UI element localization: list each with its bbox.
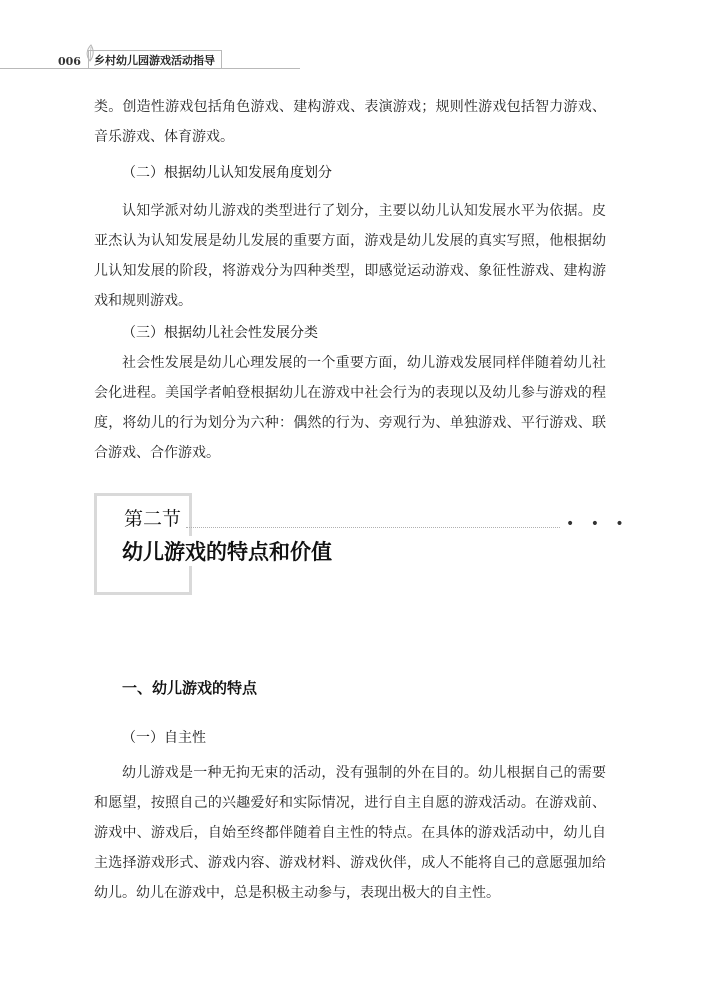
heading-cognitive-development: （二）根据幼儿认知发展角度划分 xyxy=(122,165,332,181)
paragraph-autonomy: 幼儿游戏是一种无拘无束的活动，没有强制的外在目的。幼儿根据自己的需要和愿望，按照自己的兴趣爱好和实际情况，进行自主自愿的游戏活动。在游戏前、游戏中、游戏后，自始至终都伴随着自主性的特点。在具体的游戏活动中，幼儿自主选择游戏形式、游戏内容、游戏材料、游戏伙伴，成人不能将自己的意愿强加给幼儿。幼儿在游戏中，总是积极主动参与，表现出极大的自主性。 xyxy=(94,765,606,901)
section-dotted-rule xyxy=(186,527,560,528)
paragraph-creative-games: 类。创造性游戏包括角色游戏、建构游戏、表演游戏；规则性游戏包括智力游戏、音乐游戏、体育游戏。 xyxy=(94,99,606,145)
heading-game-features: 一、幼儿游戏的特点 xyxy=(122,679,258,697)
heading-social-development: （三）根据幼儿社会性发展分类 xyxy=(122,325,318,341)
section-dots: • • • xyxy=(566,516,630,532)
paragraph-cognitive: 认知学派对幼儿游戏的类型进行了划分，主要以幼儿认知发展水平为依据。皮亚杰认为认知发展是幼儿发展的重要方面，游戏是幼儿发展的真实写照，他根据幼儿认知发展的阶段，将游戏分为四种类型，即感觉运动游戏、象征性游戏、建构游戏和规则游戏。 xyxy=(94,203,606,309)
heading-autonomy: （一）自主性 xyxy=(122,730,206,746)
section-title: 幼儿游戏的特点和价值 xyxy=(122,536,338,566)
section-number: 第二节 xyxy=(124,504,185,531)
paragraph-social: 社会性发展是幼儿心理发展的一个重要方面，幼儿游戏发展同样伴随着幼儿社会化进程。美国学者帕登根据幼儿在游戏中社会行为的表现以及幼儿参与游戏的程度，将幼儿的行为划分为六种：偶然的行为、旁观行为、单独游戏、平行游戏、联合游戏、合作游戏。 xyxy=(94,355,606,461)
book-title: 乡村幼儿园游戏活动指导 xyxy=(94,54,215,67)
page-number: 006 xyxy=(58,55,81,68)
